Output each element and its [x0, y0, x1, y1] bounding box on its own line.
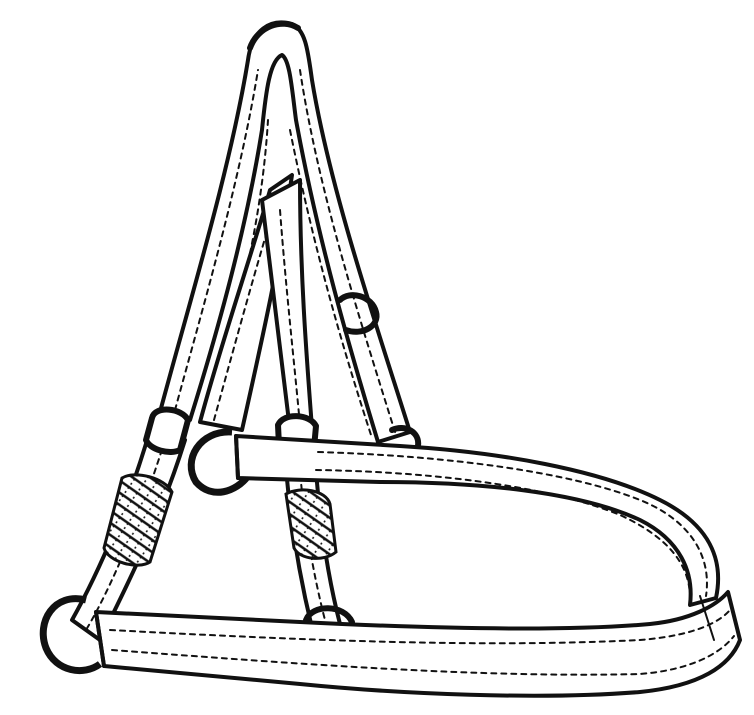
right-plaited-keeper — [286, 490, 336, 558]
chin-strap — [96, 592, 740, 696]
left-upper-keeper — [146, 410, 188, 452]
left-plaited-keeper — [104, 475, 172, 565]
